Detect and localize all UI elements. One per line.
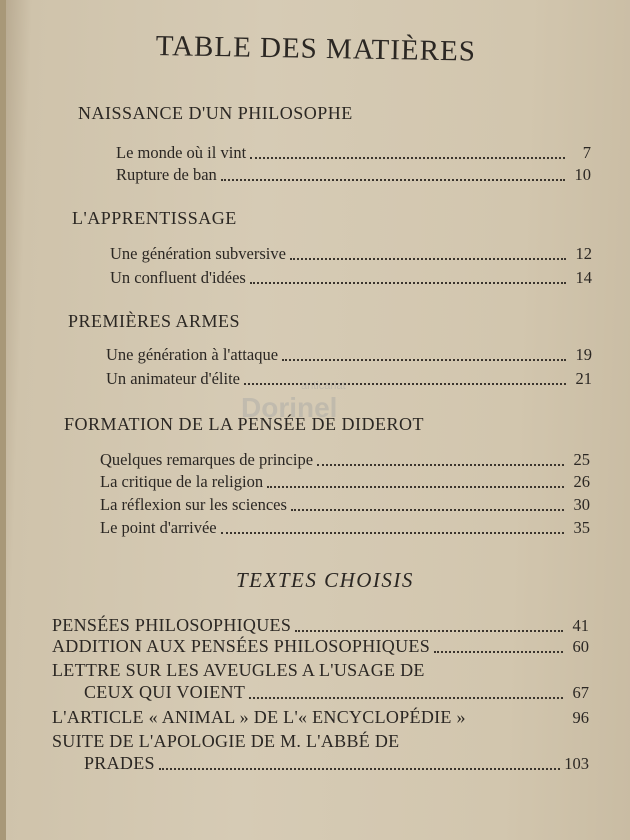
- leader-dots: [159, 768, 560, 770]
- toc-entry-page: 30: [573, 495, 590, 514]
- toc-entry: [110, 268, 592, 288]
- leader-dots: [221, 179, 565, 181]
- toc-entry: [110, 244, 592, 264]
- toc-entry-label: Quelques remarques de principe: [100, 450, 314, 469]
- text-entry: [52, 615, 589, 636]
- section-heading-naissance: NAISSANCE D'UN PHILOSOPHE: [78, 103, 353, 123]
- toc-entry-page: 25: [573, 450, 590, 469]
- text-entry-page: 67: [572, 683, 589, 702]
- text-entry-label-line1: SUITE DE L'APOLOGIE DE M. L'ABBÉ DE: [52, 731, 400, 751]
- toc-entry: [106, 345, 592, 365]
- text-entry: [52, 707, 589, 728]
- watermark-sub: anticariat: [301, 380, 346, 392]
- toc-entry-label: La critique de la religion: [100, 472, 264, 491]
- leader-dots: [317, 464, 564, 466]
- leader-dots: [250, 157, 565, 159]
- text-entry: [52, 636, 589, 657]
- text-entry-label: PENSÉES PHILOSOPHIQUES: [52, 615, 292, 635]
- toc-entry: [106, 369, 592, 389]
- watermark: [241, 380, 346, 424]
- toc-entry-label: Un confluent d'idées: [110, 268, 246, 287]
- leader-dots: [295, 630, 563, 632]
- toc-entry: [100, 518, 590, 538]
- text-entry-page: 103: [564, 754, 589, 773]
- toc-entry-label: Une génération à l'attaque: [106, 345, 279, 364]
- leader-dots: [434, 651, 563, 653]
- leader-dots: [249, 697, 563, 699]
- text-entry-page: 60: [572, 637, 589, 656]
- toc-entry-label: Une génération subversive: [110, 244, 286, 263]
- toc-entry-label: Un animateur d'élite: [106, 369, 241, 388]
- text-entry: [84, 753, 589, 774]
- leader-dots: [267, 486, 564, 488]
- leader-dots: [291, 509, 564, 511]
- page-title: TABLE DES MATIÈRES: [155, 30, 477, 68]
- texts-heading: TEXTES CHOISIS: [236, 568, 414, 592]
- section-heading-formation: FORMATION DE LA PENSÉE DE DIDEROT: [64, 414, 424, 434]
- toc-entry-page: 10: [574, 165, 591, 184]
- toc-entry-page: 7: [582, 143, 591, 162]
- text-entry-label: L'ARTICLE « ANIMAL » DE L'« ENCYCLOPÉDIE »: [52, 707, 466, 727]
- watermark-brand: Dorinel: [241, 392, 338, 423]
- leader-dots: [282, 359, 566, 361]
- toc-entry-label: Rupture de ban: [116, 165, 217, 184]
- toc-entry-page: 21: [575, 369, 592, 388]
- toc-entry: [100, 450, 590, 470]
- toc-entry-page: 14: [575, 268, 592, 287]
- toc-entry-label: La réflexion sur les sciences: [100, 495, 287, 514]
- section-heading-apprentissage: L'APPRENTISSAGE: [72, 208, 237, 228]
- toc-entry-page: 12: [575, 244, 592, 263]
- text-entry-page: 96: [572, 708, 589, 727]
- text-entry-label-line1: LETTRE SUR LES AVEUGLES A L'USAGE DE: [52, 660, 425, 680]
- leader-dots: [250, 282, 566, 284]
- text-entry-label-line2: PRADES: [84, 753, 155, 773]
- text-entry-page: 41: [572, 616, 589, 635]
- toc-entry-page: 26: [573, 472, 590, 491]
- leader-dots: [290, 258, 566, 260]
- toc-entry-page: 19: [575, 345, 592, 364]
- text-entry-label-line2: CEUX QUI VOIENT: [84, 682, 246, 702]
- toc-entry: [116, 165, 591, 185]
- section-heading-premieres-armes: PREMIÈRES ARMES: [68, 311, 241, 331]
- toc-entry-label: Le point d'arrivée: [100, 518, 217, 537]
- toc-entry-page: 35: [573, 518, 590, 537]
- toc-entry: [100, 495, 590, 515]
- text-entry-label: ADDITION AUX PENSÉES PHILOSOPHIQUES: [52, 636, 431, 656]
- text-entry: [84, 682, 589, 703]
- toc-entry-label: Le monde où il vint: [116, 143, 247, 162]
- leader-dots: [221, 532, 564, 534]
- toc-entry: [100, 472, 590, 492]
- toc-entry: [116, 143, 591, 163]
